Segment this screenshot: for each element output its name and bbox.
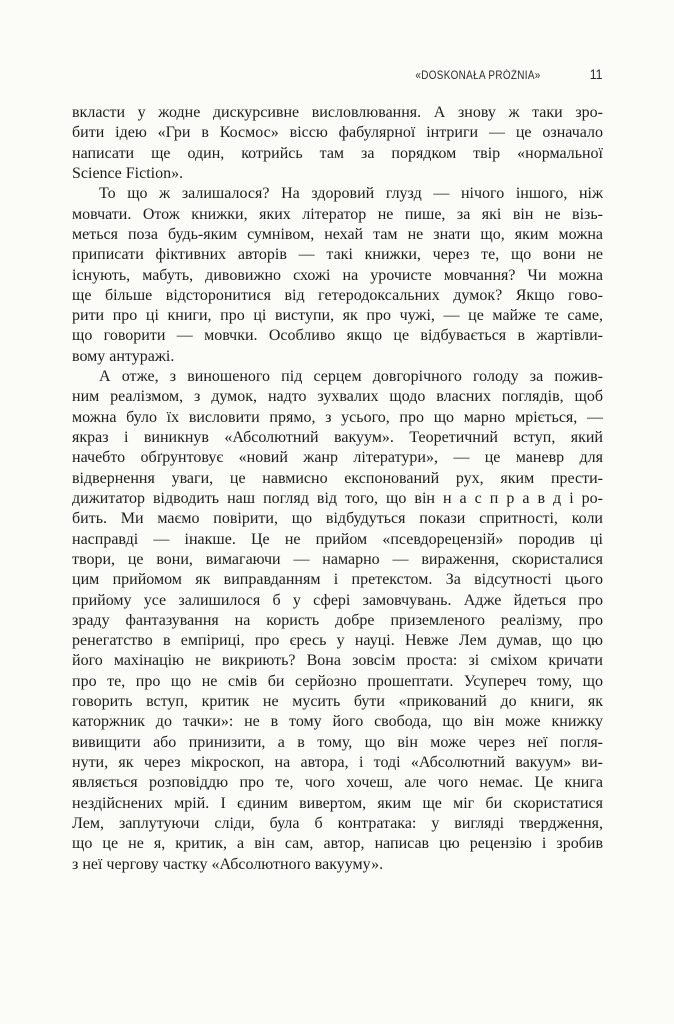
text-line: вкласти у жодне дискурсивне висловлювання. А знову ж таки зро-: [72, 104, 603, 121]
text-line: меться поза будь-яким сумнівом, нехай там не знати що, яким можна: [72, 225, 603, 243]
text-line: рити про ці книги, про ці виступи, як про чужі, — це майже те саме,: [72, 307, 603, 325]
text-line: можна було їх висловити прямо, з усього, про що марно мріється, —: [72, 408, 603, 426]
text-line: начебто обґрунтовує «новий жанр літератури», — це маневр для: [72, 449, 603, 467]
text-line: що говорити — мовчки. Особливо якщо це відбувається в жартівли-: [72, 327, 603, 345]
text-line: зраду фантазування на користь добре приземленого реалізму, про: [72, 611, 603, 629]
page-number: 11: [590, 66, 603, 82]
text-line: То що ж залишалося? На здоровий глузд — нічого іншого, ніж: [99, 185, 603, 203]
text-line: дижитатор відводить наш погляд від того, що він н а с п р а в д і ро-: [72, 489, 603, 507]
text-line: нездійснених мрій. І єдиним вивертом, яким ще міг би скористатися: [72, 794, 603, 812]
text-line: нути, як через мікроскоп, на автора, і тоді «Абсолютний вакуум» ви-: [72, 754, 603, 771]
text-line: являється розповіддю про те, чого хочеш, але чого немає. Це книга: [72, 774, 603, 792]
text-line: якраз і виникнув «Абсолютний вакуум». Теоретичний вступ, який: [72, 429, 603, 446]
text-line: бить. Ми маємо повірити, що відбудуться покази спритності, коли: [72, 510, 603, 528]
body-text: [72, 103, 603, 875]
text-line: відвернення уваги, це навмисно експонований рух, яким прести-: [72, 469, 603, 487]
paragraph: [72, 184, 603, 367]
text-line: Лем, заплутуючи сліди, була б контратака: у вигляді твердження,: [72, 814, 603, 832]
text-line: про те, про що не смів би серйозно прошептати. Усупереч тому, що: [72, 672, 603, 690]
text-line: А отже, з виношеного під серцем довгорічного голоду за пожив-: [99, 368, 603, 386]
text-line: його махінацію не викриють? Вона зовсім проста: зі сміхом кричати: [72, 652, 603, 670]
running-title: «DOSKONAŁA PRÓŻNIA»: [415, 70, 541, 82]
text-line: написати ще один, котрийсь там за порядком твір «нормальної: [72, 144, 603, 162]
text-line: вивищити або принизити, а в тому, що він може через неї погля-: [72, 733, 603, 751]
text-line: бити ідею «Гри в Космос» віссю фабулярної інтриги — це означало: [72, 124, 603, 142]
paragraph: [72, 103, 603, 184]
text-line: мовчати. Отож книжки, яких літератор не пише, за які він не візь-: [72, 205, 603, 223]
text-line: приписати фіктивних авторів — такі книжки, через те, що вони не: [72, 246, 603, 264]
paragraph: [72, 367, 603, 875]
text-line: ренегатство в емпіриці, про єресь у науці. Невже Лем думав, що цю: [72, 632, 603, 650]
page-header: [72, 66, 603, 82]
text-line: вому антуражі.: [72, 347, 175, 365]
text-line: ще більше відсторонитися від гетеродоксальних думок? Якщо гово-: [72, 286, 603, 304]
text-line: твори, це вони, вимагаючи — намарно — вираження, скористалися: [72, 550, 603, 568]
text-line: цим прийомом як виправданням і претекстом. За відсутності цього: [72, 571, 603, 589]
text-line: з неї чергову частку «Абсолютного вакууму».: [72, 855, 384, 873]
text-line: прийому усе залишилося б у сфері замовчувань. Адже йдеться про: [72, 591, 603, 609]
text-line: що це не я, критик, а він сам, автор, написав цю рецензію і зробив: [72, 835, 603, 853]
text-line: насправді — інакше. Це не прийом «псевдорецензій» породив ці: [72, 530, 603, 548]
text-line: каторжник до тачки»: не в тому його свобода, що він може книжку: [72, 713, 603, 731]
text-line: говорить вступ, критик не мусить бути «прикований до книги, як: [72, 693, 603, 711]
text-line: Science Fiction».: [72, 164, 184, 182]
text-line: існують, мабуть, дивовижно схожі на урочисте мовчання? Чи можна: [72, 266, 603, 284]
text-line: ним реалізмом, з думок, надто зухвалих щодо власних поглядів, щоб: [72, 388, 603, 406]
